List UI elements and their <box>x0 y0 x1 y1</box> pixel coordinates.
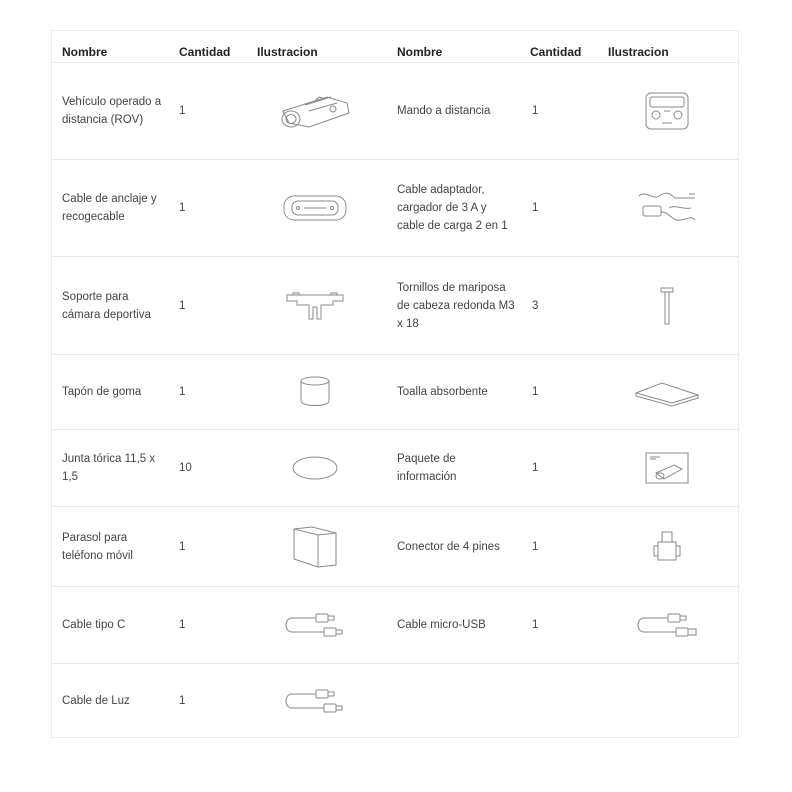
item-name: Junta tórica 11,5 x 1,5 <box>62 453 156 483</box>
item-qty: 1 <box>179 540 186 553</box>
remote-controller-icon <box>607 63 727 159</box>
info-package-icon <box>607 430 727 506</box>
item-name: Paquete de información <box>397 453 457 483</box>
item-name: Tapón de goma <box>62 386 142 398</box>
item-name: Cable de anclaje y recogecable <box>62 193 157 223</box>
charger-cable-icon <box>607 160 727 256</box>
item-qty: 1 <box>532 540 539 553</box>
item-qty: 1 <box>532 105 539 117</box>
item-qty: 1 <box>179 386 186 398</box>
header-qty: Cantidad <box>179 45 231 59</box>
item-qty: 1 <box>532 462 539 474</box>
item-name: Cable adaptador, cargador de 3 A y cable de carga 2 en 1 <box>397 184 508 232</box>
item-name: Mando a distancia <box>397 105 491 117</box>
usb-c-cable-icon <box>252 587 377 663</box>
item-qty: 1 <box>532 202 539 214</box>
item-name: Cable de Luz <box>62 694 130 707</box>
item-qty: 1 <box>532 619 539 631</box>
item-qty: 10 <box>179 462 192 474</box>
item-name: Tornillos de mariposa de cabeza redonda M3 x 18 <box>397 281 515 330</box>
item-qty: 1 <box>179 299 186 312</box>
item-name: Cable micro-USB <box>397 619 486 631</box>
screw-icon <box>607 257 727 354</box>
table-row <box>52 160 738 256</box>
table-row <box>52 587 738 663</box>
header-name-2: Nombre <box>397 45 443 59</box>
table-row <box>52 430 738 506</box>
camera-mount-icon <box>252 257 377 354</box>
package-contents-table <box>51 30 739 738</box>
light-cable-icon <box>252 664 377 737</box>
table-row <box>52 507 738 586</box>
table-row <box>52 664 738 737</box>
header-qty-2: Cantidad <box>530 45 582 59</box>
header-name: Nombre <box>62 45 108 59</box>
table-row <box>52 63 738 159</box>
item-name: Toalla absorbente <box>397 386 488 398</box>
item-qty: 1 <box>532 386 539 398</box>
item-qty: 1 <box>179 619 186 631</box>
item-name: Cable tipo C <box>62 619 126 631</box>
item-name: Soporte para cámara deportiva <box>62 290 151 321</box>
item-qty: 3 <box>532 299 539 312</box>
connector-icon <box>607 507 727 586</box>
item-qty: 1 <box>179 202 186 214</box>
sunshade-icon <box>252 507 377 586</box>
table-row <box>52 355 738 429</box>
item-qty: 1 <box>179 105 186 117</box>
micro-usb-cable-icon <box>607 587 727 663</box>
rov-icon <box>252 63 377 159</box>
item-name: Vehículo operado a distancia (ROV) <box>62 96 162 126</box>
item-name: Parasol para teléfono móvil <box>62 531 133 562</box>
item-qty: 1 <box>179 694 186 707</box>
tether-reel-icon <box>252 160 377 256</box>
rubber-plug-icon <box>252 355 377 429</box>
o-ring-icon <box>252 430 377 506</box>
header-ill: Ilustracion <box>257 45 318 59</box>
table-row <box>52 257 738 354</box>
header-ill-2: Ilustracion <box>608 45 669 59</box>
item-name: Conector de 4 pines <box>397 540 500 553</box>
towel-icon <box>607 355 727 429</box>
